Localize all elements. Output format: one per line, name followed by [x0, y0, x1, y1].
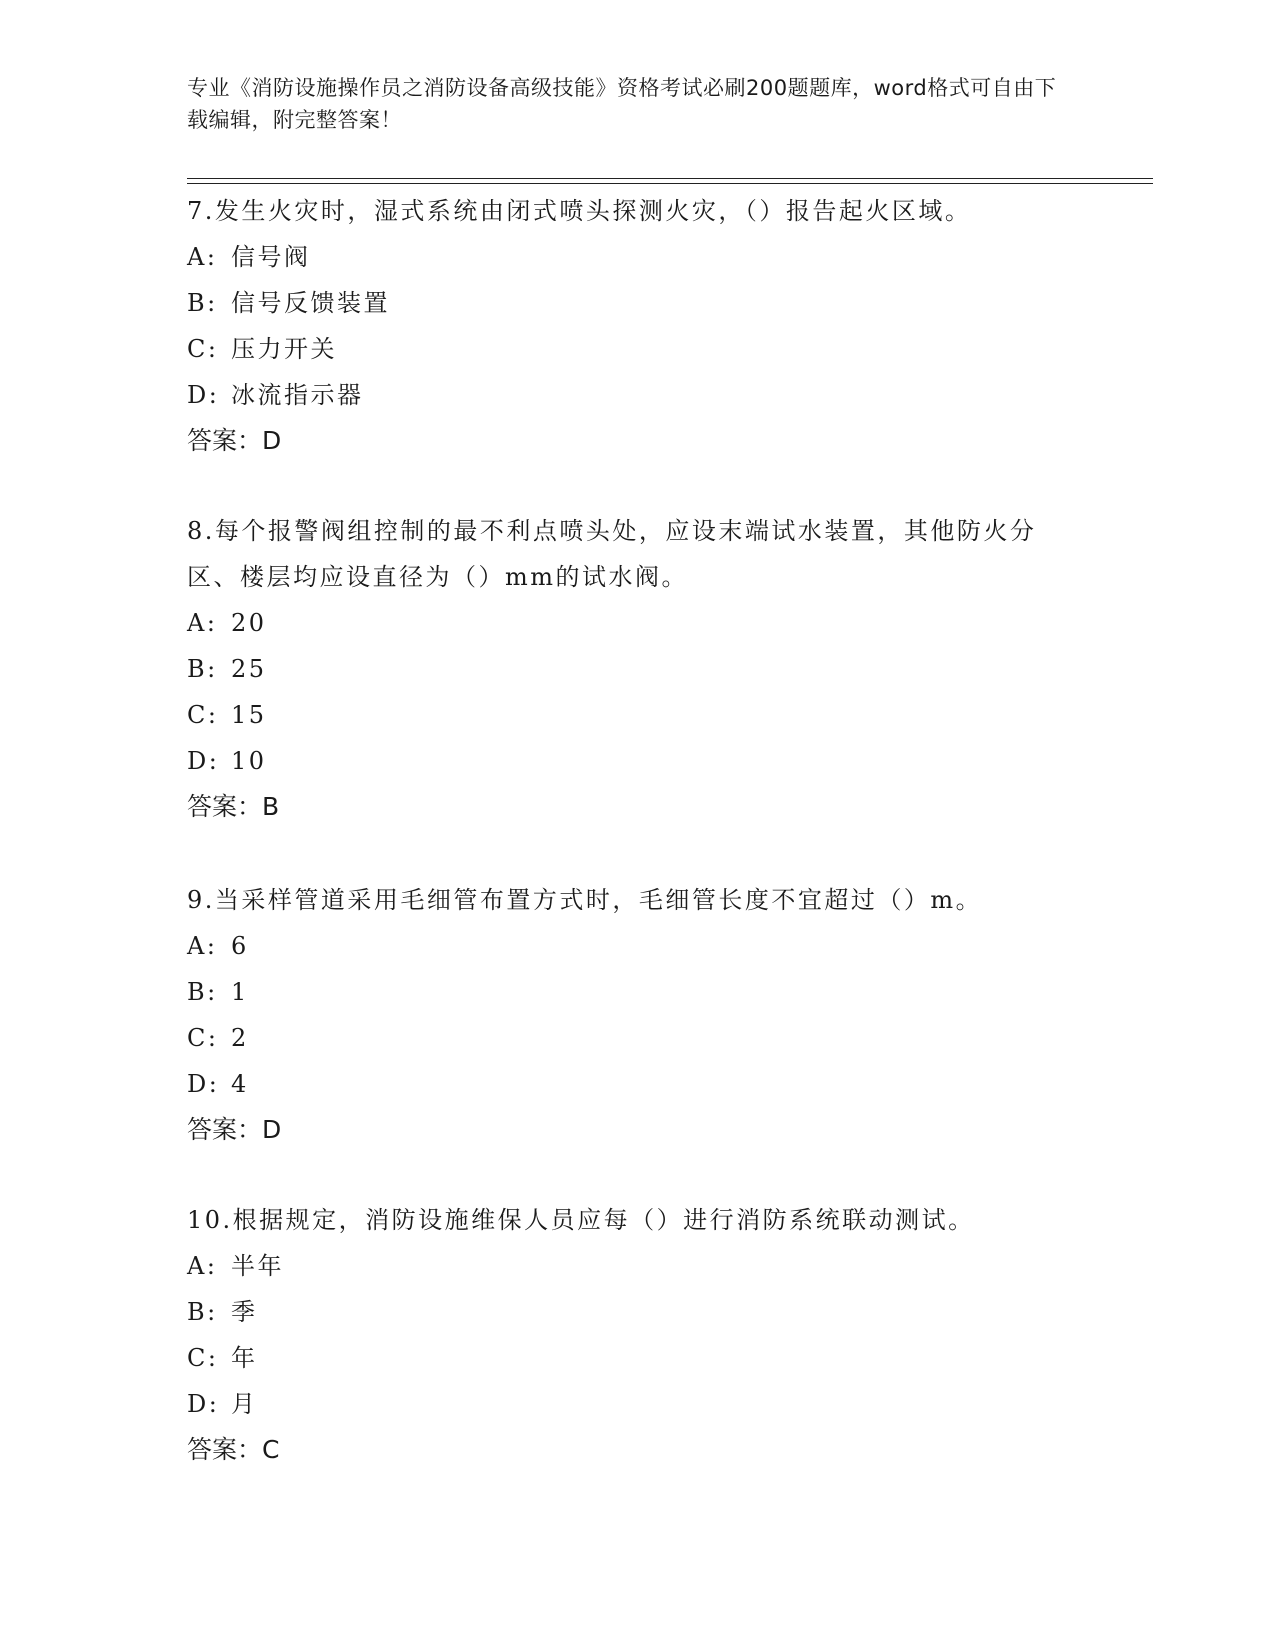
- option-a: [187, 600, 1087, 646]
- option-key: A:: [187, 1252, 218, 1280]
- option-b: [187, 1289, 1087, 1335]
- question-stem: 8.每个报警阀组控制的最不利点喷头处，应设末端试水装置，其他防火分区、楼层均应设直径为（）mm的试水阀。: [187, 517, 1037, 591]
- header-divider-bottom: [187, 183, 1153, 184]
- option-text: 20: [231, 609, 267, 637]
- option-d: [187, 372, 1087, 418]
- question-stem: 9.当采样管道采用毛细管布置方式时，毛细管长度不宜超过（）m。: [187, 886, 983, 914]
- option-a: [187, 234, 1087, 280]
- option-text: 月: [231, 1390, 258, 1418]
- option-text: 信号反馈装置: [231, 289, 390, 317]
- option-d: [187, 1061, 1087, 1107]
- header-divider-top: [187, 178, 1153, 179]
- option-key: C:: [187, 335, 219, 363]
- question-9: [187, 877, 1087, 1153]
- question-7: [187, 188, 1087, 464]
- option-text: 压力开关: [231, 335, 337, 363]
- option-a: [187, 1243, 1087, 1289]
- option-text: 10: [231, 747, 267, 775]
- option-text: 1: [231, 978, 249, 1006]
- option-b: [187, 646, 1087, 692]
- option-c: [187, 1015, 1087, 1061]
- question-8: [187, 508, 1087, 830]
- question-stem: 7.发生火灾时，湿式系统由闭式喷头探测火灾，（）报告起火区域。: [187, 197, 972, 225]
- option-key: A:: [187, 932, 218, 960]
- answer-line: 答案：C: [187, 1435, 280, 1464]
- option-key: D:: [187, 1390, 220, 1418]
- option-text: 季: [231, 1298, 258, 1326]
- option-a: [187, 923, 1087, 969]
- option-text: 25: [231, 655, 267, 683]
- question-10: [187, 1197, 1087, 1473]
- option-c: [187, 1335, 1087, 1381]
- option-text: 2: [231, 1024, 249, 1052]
- answer-line: 答案：B: [187, 792, 280, 821]
- option-key: B:: [187, 289, 218, 317]
- answer-line: 答案：D: [187, 426, 282, 455]
- option-key: B:: [187, 1298, 218, 1326]
- option-c: [187, 692, 1087, 738]
- document-header: 专业《消防设施操作员之消防设备高级技能》资格考试必刷200题题库，word格式可自由下载编辑，附完整答案！: [187, 76, 1057, 132]
- option-text: 6: [231, 932, 249, 960]
- option-key: C:: [187, 1344, 219, 1372]
- option-c: [187, 326, 1087, 372]
- option-key: A:: [187, 243, 218, 271]
- option-key: C:: [187, 1024, 219, 1052]
- option-d: [187, 738, 1087, 784]
- option-text: 年: [231, 1344, 258, 1372]
- option-text: 15: [231, 701, 267, 729]
- option-key: B:: [187, 655, 218, 683]
- option-text: 冰流指示器: [231, 381, 364, 409]
- option-key: B:: [187, 978, 218, 1006]
- option-key: A:: [187, 609, 218, 637]
- option-text: 半年: [231, 1252, 284, 1280]
- option-d: [187, 1381, 1087, 1427]
- option-key: D:: [187, 747, 220, 775]
- option-b: [187, 280, 1087, 326]
- option-key: D:: [187, 1070, 220, 1098]
- answer-line: 答案：D: [187, 1115, 282, 1144]
- option-key: C:: [187, 701, 219, 729]
- option-key: D:: [187, 381, 220, 409]
- option-text: 信号阀: [231, 243, 311, 271]
- question-stem: 10.根据规定，消防设施维保人员应每（）进行消防系统联动测试。: [187, 1206, 975, 1234]
- option-text: 4: [231, 1070, 249, 1098]
- option-b: [187, 969, 1087, 1015]
